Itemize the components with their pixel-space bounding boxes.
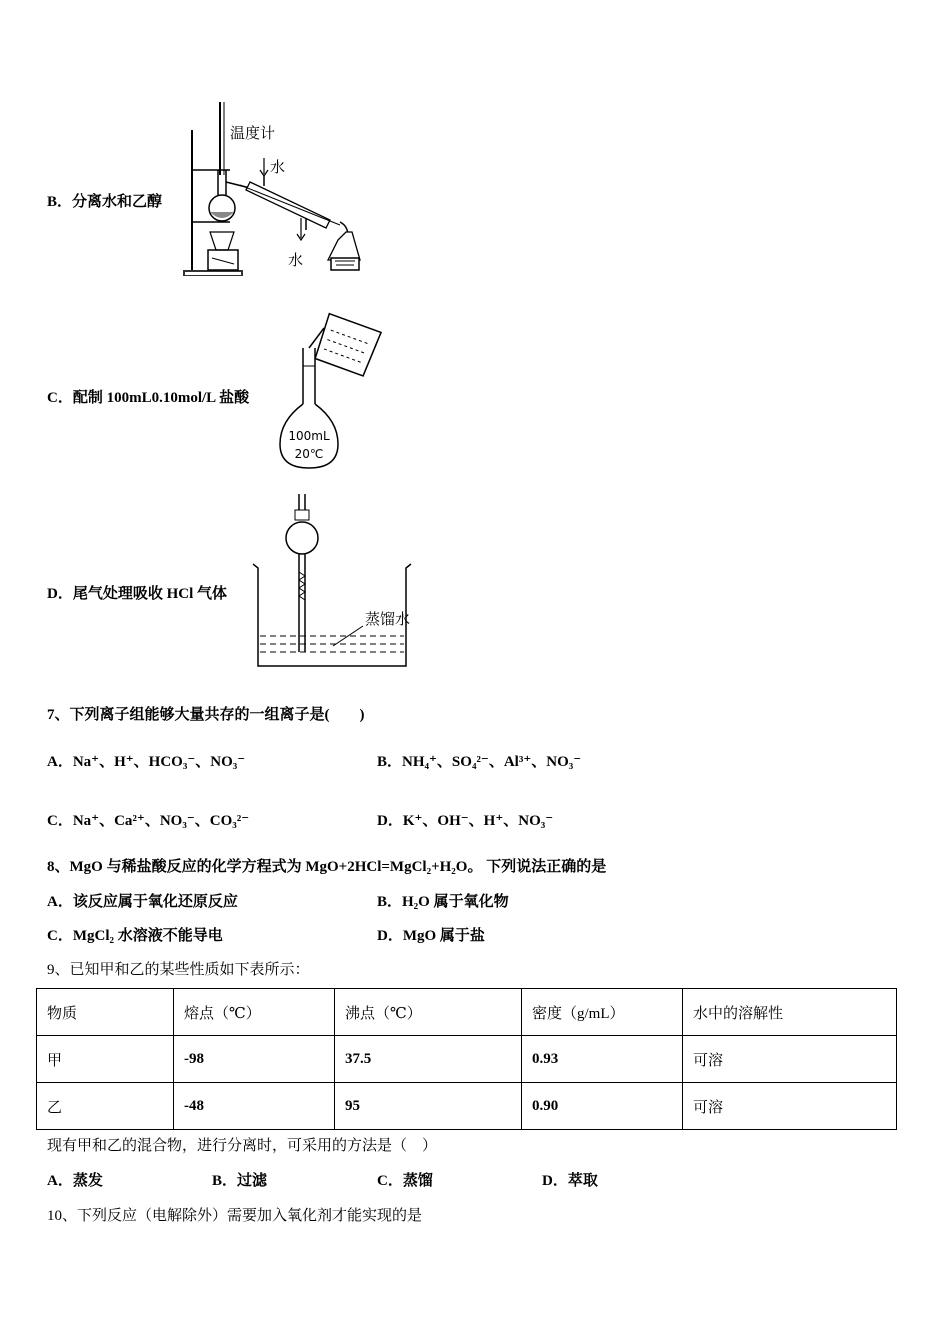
flask-temp-label: 20℃	[294, 447, 324, 461]
gas-absorption-figure	[248, 492, 423, 668]
table-row	[37, 1036, 897, 1083]
table-cell: 0.93	[522, 1036, 683, 1083]
properties-table	[36, 988, 897, 1130]
table-header-cell: 沸点（℃）	[335, 989, 522, 1036]
option-c	[47, 386, 249, 407]
table-header-cell: 熔点（℃）	[174, 989, 335, 1036]
option-letter: D．	[47, 586, 73, 602]
table-cell: 甲	[37, 1036, 174, 1083]
table-row	[37, 1083, 897, 1130]
distilled-water-label: 蒸馏水	[365, 610, 411, 628]
volumetric-flask-figure	[276, 306, 386, 471]
table-cell: 可溶	[683, 1036, 897, 1083]
option-ions: K⁺、OH⁻、H⁺、NO₃⁻	[402, 813, 554, 829]
option-letter: D．	[377, 813, 403, 829]
q7-option-d	[377, 809, 553, 830]
q8-stem: 8、MgO 与稀盐酸反应的化学方程式为 MgO+2HCl=MgCl₂+H₂O。 下列说法正确的是	[47, 859, 607, 875]
table-cell: 0.90	[522, 1083, 683, 1130]
q9-option-b: B．过滤	[212, 1173, 268, 1189]
q7-option-c	[47, 809, 249, 830]
option-letter: C．	[47, 813, 73, 829]
q8-option-d: D．MgO 属于盐	[377, 928, 485, 944]
q7-option-b	[377, 750, 581, 771]
option-ions: Na⁺、H⁺、HCO₃⁻、NO₃⁻	[72, 754, 246, 770]
option-letter: A．	[47, 754, 73, 770]
option-text: 尾气处理吸收 HCl 气体	[72, 586, 228, 602]
water-in-label: 水	[270, 158, 286, 176]
q9-stem: 9、已知甲和乙的某些性质如下表所示：	[47, 962, 310, 978]
water-out-label: 水	[288, 251, 304, 269]
table-header-cell: 水中的溶解性	[683, 989, 897, 1036]
table-header-cell: 密度（g/mL）	[522, 989, 683, 1036]
q10-stem: 10、下列反应（电解除外）需要加入氧化剂才能实现的是	[47, 1208, 423, 1224]
q9-option-a: A．蒸发	[47, 1173, 103, 1189]
option-letter: C．	[47, 390, 73, 406]
option-d	[47, 582, 227, 603]
q9-option-c: C．蒸馏	[377, 1173, 433, 1189]
q8-option-c: C．MgCl₂ 水溶液不能导电	[47, 928, 223, 944]
option-text: 配制 100mL0.10mol/L 盐酸	[72, 390, 250, 406]
q7-option-a	[47, 750, 245, 771]
thermometer-label: 温度计	[230, 124, 276, 142]
table-cell: -48	[174, 1083, 335, 1130]
q8-option-b: B．H₂O 属于氧化物	[377, 894, 509, 910]
table-header-cell: 物质	[37, 989, 174, 1036]
q9-follow: 现有甲和乙的混合物，进行分离时，可采用的方法是（ ）	[47, 1138, 438, 1154]
table-cell: 95	[335, 1083, 522, 1130]
table-cell: 乙	[37, 1083, 174, 1130]
option-text: 分离水和乙醇	[72, 194, 163, 210]
table-cell: 可溶	[683, 1083, 897, 1130]
flask-volume-label: 100mL	[288, 429, 330, 443]
distillation-apparatus-figure	[180, 100, 440, 285]
option-b	[47, 190, 162, 211]
table-cell: 37.5	[335, 1036, 522, 1083]
option-letter: B．	[47, 194, 73, 210]
q7-stem: 7、下列离子组能够大量共存的一组离子是( )	[47, 707, 365, 723]
q8-option-a: A．该反应属于氧化还原反应	[47, 894, 238, 910]
table-header-row	[37, 989, 897, 1036]
option-ions: NH₄⁺、SO₄²⁻、Al³⁺、NO₃⁻	[402, 754, 582, 770]
option-ions: Na⁺、Ca²⁺、NO₃⁻、CO₃²⁻	[72, 813, 250, 829]
option-letter: B．	[377, 754, 403, 770]
q9-option-d: D．萃取	[542, 1173, 598, 1189]
table-cell: -98	[174, 1036, 335, 1083]
